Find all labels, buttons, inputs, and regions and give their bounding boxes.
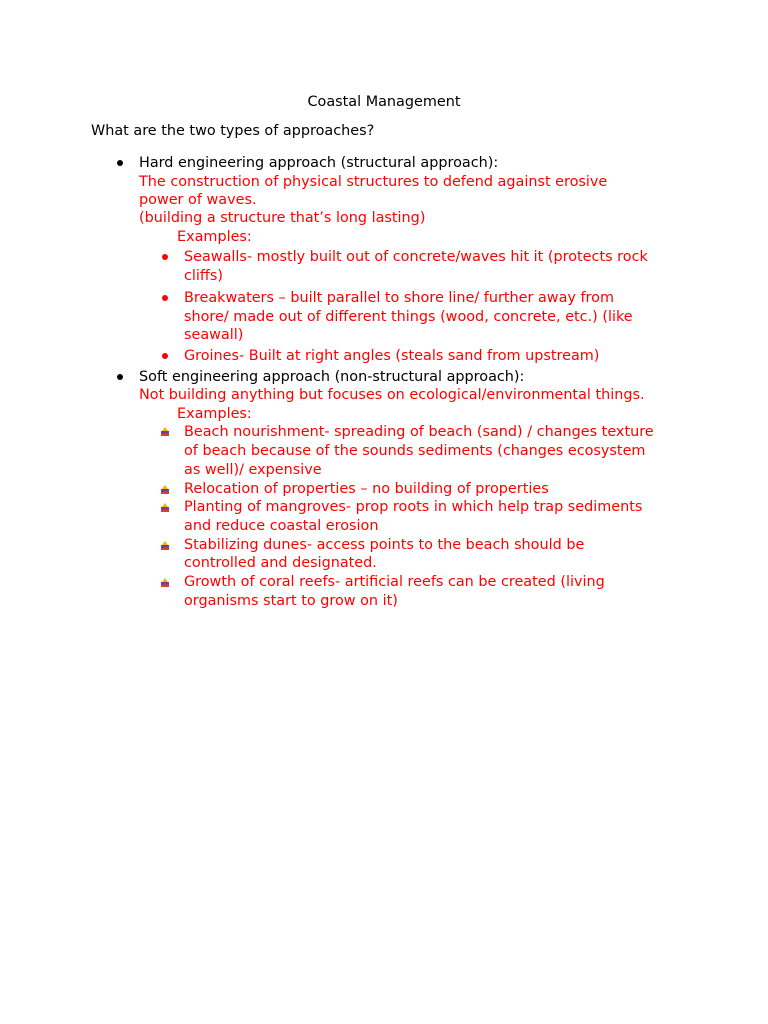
soft-examples-label: Examples: — [177, 406, 252, 422]
red-dot-bullet-icon — [162, 295, 168, 301]
hard-example-line: seawall) — [184, 327, 244, 343]
hard-example-line: shore/ made out of different things (wood, concrete, etc.) (like — [184, 309, 633, 325]
question-text: What are the two types of approaches? — [91, 123, 375, 139]
hard-example-line: Seawalls- mostly built out of concrete/waves hit it (protects rock — [184, 249, 648, 265]
hard-example-line: Groines- Built at right angles (steals sand from upstream) — [184, 348, 600, 364]
hard-approach-heading: Hard engineering approach (structural approach): — [139, 155, 499, 171]
red-dot-bullet-icon — [162, 254, 168, 260]
multicolor-bullet-icon — [160, 578, 170, 588]
soft-example-line: Relocation of properties – no building of properties — [184, 481, 549, 497]
soft-example-line: controlled and designated. — [184, 555, 377, 571]
bullet-icon — [117, 374, 123, 380]
multicolor-bullet-icon — [160, 541, 170, 551]
bullet-icon — [117, 160, 123, 166]
soft-example-line: Beach nourishment- spreading of beach (sand) / changes texture — [184, 424, 654, 440]
hard-example-line: cliffs) — [184, 268, 223, 284]
page-title: Coastal Management — [307, 94, 461, 110]
soft-example-line: Planting of mangroves- prop roots in which help trap sediments — [184, 499, 643, 515]
soft-example-line: Stabilizing dunes- access points to the beach should be — [184, 537, 585, 553]
soft-approach-heading: Soft engineering approach (non-structural approach): — [139, 369, 525, 385]
multicolor-bullet-icon — [160, 503, 170, 513]
hard-definition-line: power of waves. — [139, 192, 257, 208]
hard-definition-line: The construction of physical structures to defend against erosive — [139, 174, 608, 190]
soft-example-line: organisms start to grow on it) — [184, 593, 398, 609]
red-dot-bullet-icon — [162, 353, 168, 359]
hard-definition-line: (building a structure that’s long lasting) — [139, 210, 426, 226]
soft-example-line: and reduce coastal erosion — [184, 518, 379, 534]
soft-example-line: as well)/ expensive — [184, 462, 322, 478]
soft-example-line: of beach because of the sounds sediments (changes ecosystem — [184, 443, 646, 459]
hard-examples-label: Examples: — [177, 229, 252, 245]
soft-example-line: Growth of coral reefs- artificial reefs can be created (living — [184, 574, 605, 590]
multicolor-bullet-icon — [160, 485, 170, 495]
hard-example-line: Breakwaters – built parallel to shore line/ further away from — [184, 290, 614, 306]
soft-definition-line: Not building anything but focuses on ecological/environmental things. — [139, 387, 645, 403]
multicolor-bullet-icon — [160, 427, 170, 437]
